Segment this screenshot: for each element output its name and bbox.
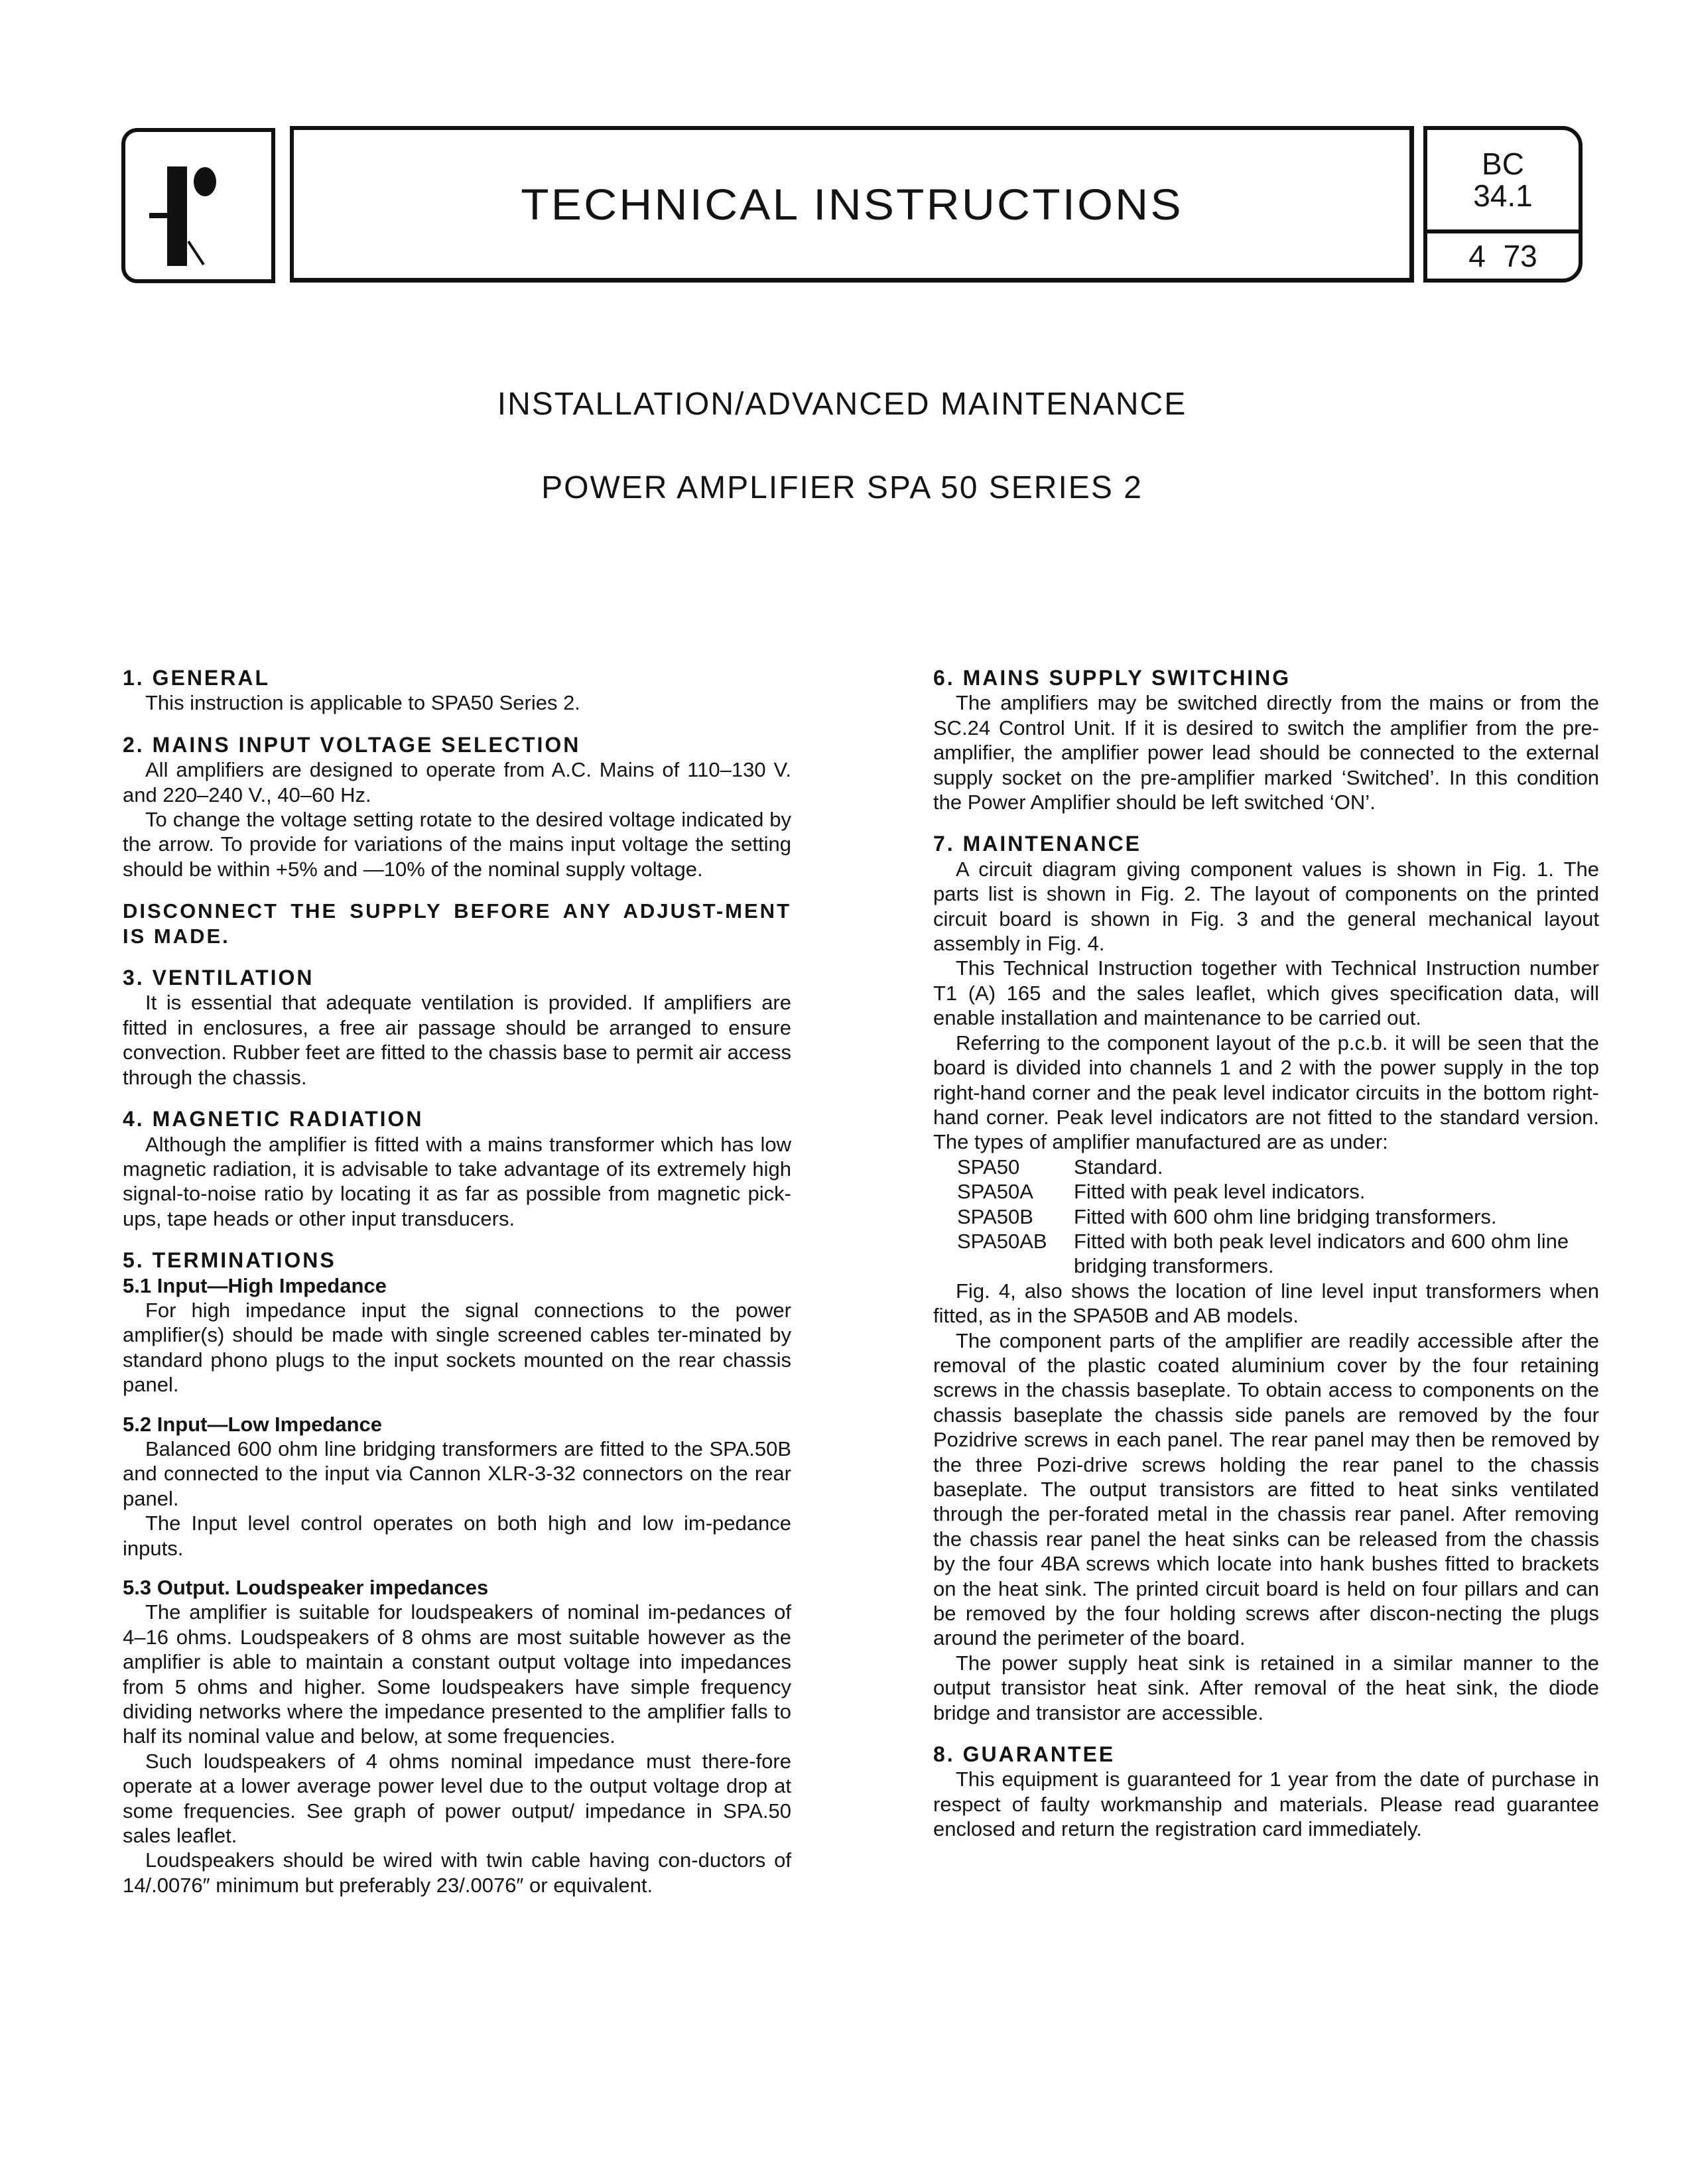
subsection-heading: 5.2 Input—Low Impedance [123, 1412, 382, 1436]
model-list [957, 1155, 1599, 1279]
model-row [957, 1229, 1599, 1279]
subsection-heading: 5.1 Input—High Impedance [123, 1273, 387, 1297]
section-heading: 5. TERMINATIONS [123, 1248, 336, 1273]
section-terminations [123, 1248, 791, 1897]
paragraph: For high impedance input the signal connections to the power amplifier(s) should be made with single screened cables ter-minated by standard phono plugs to the input sockets mounted on the rear chassis panel. [123, 1298, 791, 1397]
company-logo-icon [125, 132, 271, 279]
doc-code-prefix: BC [1482, 147, 1524, 181]
section-mains-input [123, 733, 791, 881]
subsection-heading: 5.3 Output. Loudspeaker impedances [123, 1576, 489, 1599]
section-magnetic-radiation [123, 1107, 791, 1231]
document-code-box [1423, 126, 1583, 283]
paragraph: A circuit diagram giving component values is shown in Fig. 1. The parts list is shown in Fig. 2. The layout of components on the printed circuit board is shown in Fig. 3 and the general mechanical layout assembly in Fig. 4. [933, 857, 1599, 956]
paragraph: Loudspeakers should be wired with twin cable having con-ductors of 14/.0076″ minimum but preferably 23/.0076″ or equivalent. [123, 1848, 791, 1897]
doc-date: 4 73 [1468, 239, 1537, 273]
section-mains-switching [933, 666, 1599, 814]
section-heading: 4. MAGNETIC RADIATION [123, 1107, 424, 1131]
paragraph: This Technical Instruction together with Technical Instruction number T1 (A) 165 and the sales leaflet, which gives specification data, will enable installation and maintenance to be carried out. [933, 956, 1599, 1030]
paragraph: This instruction is applicable to SPA50 Series 2. [145, 691, 580, 715]
paragraph: Fig. 4, also shows the location of line level input transformers when fitted, as in the SPA50B and AB models. [933, 1279, 1599, 1328]
paragraph: Referring to the component layout of the p.c.b. it will be seen that the board is divided into channels 1 and 2 with the power supply in the top right-hand corner and the peak level indicator circuits in the bottom right-hand corner. Peak level indicators are not fitted to the standard version. The types of amplifier manufactured are as under: [933, 1031, 1599, 1154]
paragraph: Although the amplifier is fitted with a mains transformer which has low magnetic radiation, it is advisable to take advantage of its extremely high signal-to-noise ratio by locating it as far as possible from magnetic pick-ups, tape heads or other input transducers. [123, 1132, 791, 1230]
paragraph: To change the voltage setting rotate to the desired voltage indicated by the arrow. To provide for variations of the mains input voltage the setting should be within +5% and —10% of the nominal supply voltage. [123, 808, 791, 881]
section-heading: 2. MAINS INPUT VOLTAGE SELECTION [123, 732, 581, 757]
section-general [123, 666, 791, 716]
section-ventilation [123, 966, 791, 1090]
model-code: SPA50AB [957, 1229, 1047, 1253]
doc-code-number: 34.1 [1473, 178, 1533, 213]
section-heading: 7. MAINTENANCE [933, 832, 1142, 856]
right-column [933, 666, 1599, 1859]
model-desc: Fitted with 600 ohm line bridging transformers. [1074, 1204, 1497, 1228]
logo [121, 128, 275, 283]
model-code: SPA50B [957, 1204, 1033, 1228]
paragraph: Balanced 600 ohm line bridging transformers are fitted to the SPA.50B and connected to the input via Cannon XLR-3-32 connectors on the rear panel. [123, 1437, 791, 1510]
model-row [957, 1179, 1599, 1204]
model-desc: Standard. [1074, 1155, 1163, 1179]
warning-text: DISCONNECT THE SUPPLY BEFORE ANY ADJUST-MENT IS MADE. [123, 899, 791, 948]
model-row [957, 1155, 1599, 1179]
paragraph: The amplifiers may be switched directly from the mains or from the SC.24 Control Unit. If it is desired to switch the amplifier from the pre-amplifier, the amplifier power lead should be connected to the external supply socket on the pre-amplifier marked ‘Switched’. In this condition the Power Amplifier should be left switched ‘ON’. [933, 691, 1599, 814]
section-guarantee [933, 1742, 1599, 1842]
model-desc: Fitted with both peak level indicators and 600 ohm line bridging transformers. [1074, 1229, 1569, 1278]
paragraph: It is essential that adequate ventilation is provided. If amplifiers are fitted in enclosures, a free air passage should be arranged to ensure convection. Rubber feet are fitted to the chassis base to permit air access through the chassis. [123, 991, 792, 1089]
section-heading: 8. GUARANTEE [933, 1742, 1116, 1767]
section-heading: 1. GENERAL [123, 666, 271, 690]
subtitle-product: POWER AMPLIFIER SPA 50 SERIES 2 [541, 470, 1143, 505]
subtitle-installation: INSTALLATION/ADVANCED MAINTENANCE [497, 387, 1187, 422]
section-heading: 3. VENTILATION [123, 966, 314, 990]
model-row [957, 1204, 1599, 1229]
title-box [290, 126, 1414, 283]
left-column [123, 666, 791, 1915]
model-code: SPA50A [957, 1180, 1033, 1204]
paragraph: Such loudspeakers of 4 ohms nominal impedance must there-fore operate at a lower average power level due to the output voltage drop at some frequencies. See graph of power output/ impedance in SPA.50 sales leaflet. [123, 1749, 791, 1848]
paragraph: This equipment is guaranteed for 1 year from the date of purchase in respect of faulty workmanship and materials. Please read guarantee enclosed and return the registration card immediately. [933, 1767, 1599, 1841]
page-title: TECHNICAL INSTRUCTIONS [520, 179, 1183, 229]
paragraph: The Input level control operates on both high and low im-pedance inputs. [123, 1511, 791, 1560]
paragraph: All amplifiers are designed to operate from A.C. Mains of 110–130 V. and 220–240 V., 40–60 Hz. [123, 758, 791, 806]
paragraph: The power supply heat sink is retained in a similar manner to the output transistor heat sink. After removal of the heat sink, the diode bridge and transistor are accessible. [933, 1651, 1599, 1724]
paragraph: The amplifier is suitable for loudspeakers of nominal im-pedances of 4–16 ohms. Loudspeakers of 8 ohms are most suitable however as the amplifier is able to maintain a constant output voltage into impedances from 5 ohms and higher. Some loudspeakers have simple frequency dividing networks where the impedance presented to the amplifier falls to half its nominal value and below, at some frequencies. [123, 1600, 791, 1748]
model-desc: Fitted with peak level indicators. [1074, 1180, 1366, 1204]
section-heading: 6. MAINS SUPPLY SWITCHING [933, 666, 1291, 690]
paragraph: The component parts of the amplifier are readily accessible after the removal of the plastic coated aluminium cover by the four retaining screws in the chassis baseplate. To obtain access to components on the chassis baseplate the chassis side panels are removed by the four Pozidrive screws in each panel. The rear panel may then be removed by the three Pozi-drive screws holding the rear panel to the chassis baseplate. The output transistors are fitted to heat sinks ventilated through the per-forated metal in the chassis rear panel. After removing the chassis rear panel the heat sinks can be released from the chassis by the four 4BA screws which locate into hank bushes fitted to brackets on the heat sink. The printed circuit board is held on four pillars and can be removed by the four holding screws after discon-necting the plugs around the perimeter of the board. [933, 1328, 1599, 1650]
model-code: SPA50 [957, 1155, 1020, 1179]
section-maintenance [933, 832, 1599, 1725]
